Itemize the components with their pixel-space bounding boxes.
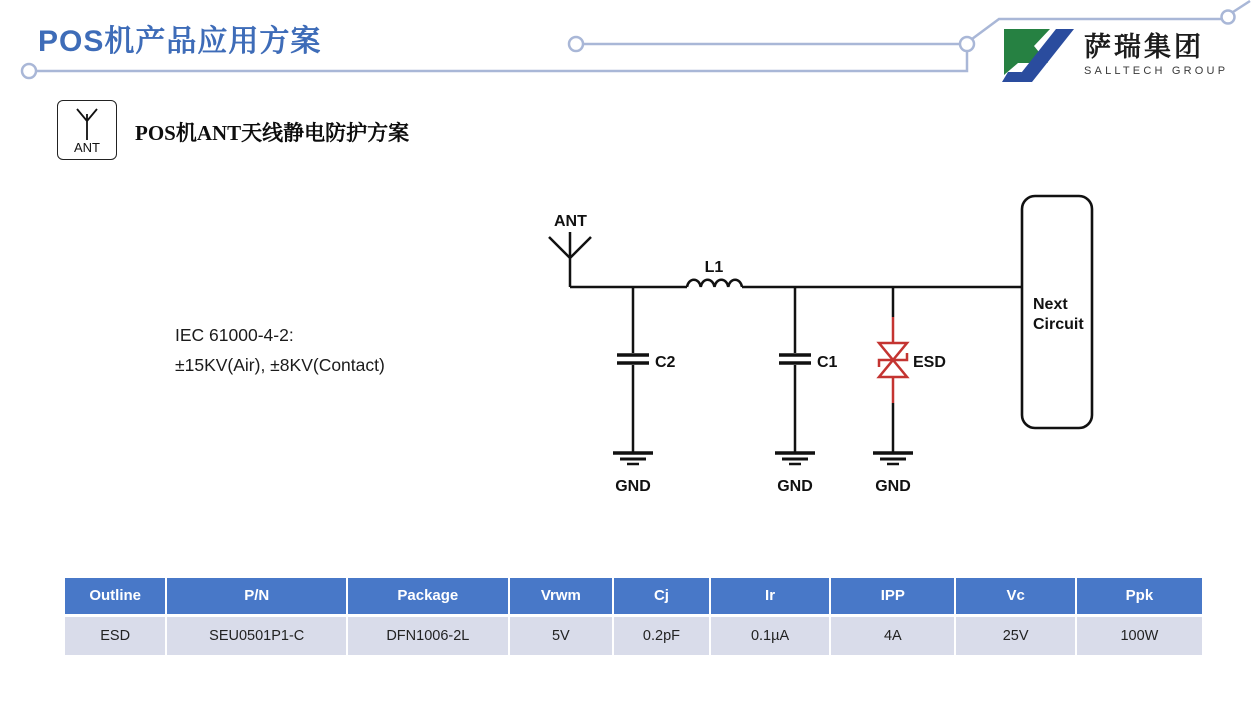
- ant-label: ANT: [554, 213, 587, 230]
- cell-vrwm: 5V: [510, 617, 615, 655]
- capacitor-c2-symbol: [617, 355, 649, 363]
- page-title: POS机产品应用方案: [38, 25, 322, 58]
- antenna-icon: [59, 104, 115, 140]
- spec-table-header-row: [65, 578, 1202, 614]
- ant-icon-label: ANT: [74, 140, 100, 155]
- cell-pn: SEU0501P1-C: [167, 617, 348, 655]
- ant-icon-box: [57, 100, 117, 160]
- cell-ir: 0.1µA: [711, 617, 832, 655]
- company-logo: [1002, 26, 1228, 82]
- iec-note-line1: IEC 61000-4-2:: [175, 325, 294, 345]
- col-header-vrwm: Vrwm: [510, 578, 615, 614]
- cell-outline: ESD: [65, 617, 167, 655]
- gnd3-label: GND: [875, 478, 911, 495]
- cell-package: DFN1006-2L: [348, 617, 509, 655]
- c1-label: C1: [817, 354, 838, 371]
- capacitor-c1-symbol: [779, 355, 811, 363]
- col-header-ppk: Ppk: [1077, 578, 1202, 614]
- logo-name-cn: 萨瑞集团: [1084, 31, 1204, 62]
- next-circuit-label-line2: Circuit: [1033, 316, 1084, 333]
- gnd1-label: GND: [615, 478, 651, 495]
- c2-label: C2: [655, 354, 676, 371]
- logo-name-en: SALLTECH GROUP: [1084, 64, 1229, 77]
- cell-ppk: 100W: [1077, 617, 1202, 655]
- col-header-package: Package: [348, 578, 509, 614]
- iec-note-line2: ±15KV(Air), ±8KV(Contact): [175, 355, 385, 375]
- cell-ipp: 4A: [831, 617, 956, 655]
- section-title: POS机ANT天线静电防护方案: [135, 121, 410, 145]
- cell-vc: 25V: [956, 617, 1077, 655]
- logo-mark-icon: [1002, 26, 1074, 82]
- spec-table: [65, 578, 1202, 655]
- col-header-vc: Vc: [956, 578, 1077, 614]
- col-header-cj: Cj: [614, 578, 711, 614]
- esd-protection-circuit-diagram: [540, 193, 1105, 505]
- next-circuit-label-line1: Next: [1033, 296, 1068, 313]
- iec-standard-note: [175, 320, 385, 380]
- gnd2-label: GND: [777, 478, 813, 495]
- table-row: [65, 617, 1202, 655]
- l1-label: L1: [704, 259, 724, 276]
- col-header-outline: Outline: [65, 578, 167, 614]
- antenna-symbol: [549, 232, 591, 287]
- cell-cj: 0.2pF: [614, 617, 711, 655]
- logo-text: [1084, 32, 1228, 77]
- col-header-pn: P/N: [167, 578, 348, 614]
- col-header-ipp: IPP: [831, 578, 956, 614]
- tvs-diode-esd-symbol: [879, 343, 907, 377]
- col-header-ir: Ir: [711, 578, 832, 614]
- esd-label: ESD: [913, 354, 946, 371]
- inductor-l1-symbol: [687, 280, 742, 287]
